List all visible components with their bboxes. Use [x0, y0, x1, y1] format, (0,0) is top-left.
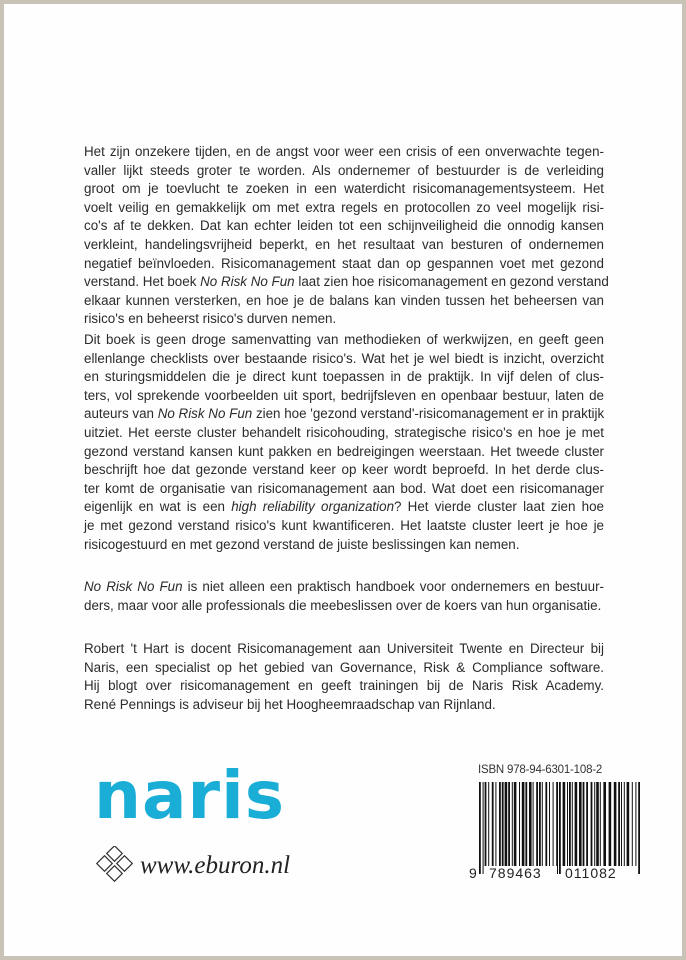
text-segment: valler lijkt steeds groter te worden. Als ondernemer of bestuurder is de verleiding — [84, 162, 604, 178]
paragraph-contents — [84, 331, 604, 554]
italic-title-text: No Risk No Fun — [157, 406, 253, 422]
barcode-bar — [556, 782, 558, 874]
barcode-bar — [508, 782, 510, 866]
barcode-bar — [609, 782, 612, 866]
barcode-bar — [624, 782, 625, 866]
barcode-bar — [614, 782, 617, 866]
text-segment: negatief beïnvloeden. Risicomanagement staat dan op gespannen voet met gezond — [84, 255, 604, 271]
barcode-bar — [502, 782, 504, 866]
barcode-bar — [553, 782, 554, 866]
text-line — [84, 659, 604, 678]
text-segment: beschrijft hoe dat gezonde verstand keer op keer wordt beproefd. In het derde clus- — [84, 462, 604, 478]
paragraph-authors — [84, 640, 604, 714]
text-line — [84, 310, 604, 329]
publisher-url[interactable]: www.eburon.nl — [140, 852, 291, 879]
text-segment: René Pennings is adviseur bij het Hoogheemraadschap van Rijnland. — [84, 696, 496, 712]
text-segment: risicogestuurd en met gezond verstand de juiste beslissingen kan nemen. — [84, 536, 520, 552]
text-line — [84, 199, 604, 218]
paragraph-intro — [84, 143, 609, 329]
text-segment: ters, vol sprekende voorbeelden uit sport, bedrijfsleven en openbaar bestuur, laten de — [84, 387, 604, 403]
text-line — [84, 640, 604, 659]
barcode-bar — [488, 782, 489, 866]
italic-title-text: No Risk No Fun — [200, 274, 295, 290]
text-segment: co's af te dekken. Dat kan echter leiden tot een schijnveiligheid die onnodig kansen — [84, 218, 604, 234]
text-line — [84, 498, 604, 517]
text-segment: is niet alleen een praktisch handboek voor ondernemers en bestuur- — [182, 579, 604, 594]
text-segment: Hij blogt over risicomanagement en geeft trainingen bij de Naris Risk Academy. — [84, 678, 604, 694]
barcode-bar — [569, 782, 571, 866]
barcode-bar — [594, 782, 595, 866]
barcode-bar — [563, 782, 566, 866]
text-line — [84, 217, 604, 236]
text-line — [84, 331, 604, 350]
eburon-diamond-logo-icon — [96, 846, 136, 886]
text-segment: ders, maar voor alle professionals die meebeslissen over de koers van hun organisatie. — [84, 597, 602, 613]
barcode-bar — [618, 782, 620, 866]
barcode-bar — [627, 782, 630, 866]
barcode-bar — [635, 782, 636, 866]
barcode-bar — [583, 782, 585, 866]
barcode-bar — [512, 782, 513, 866]
text-line — [84, 443, 604, 462]
italic-title-text: No Risk No Fun — [84, 579, 183, 594]
barcode-bar — [591, 782, 593, 866]
text-line — [84, 162, 604, 181]
publisher-logo — [96, 846, 290, 886]
text-line — [84, 424, 604, 443]
text-line — [84, 273, 609, 292]
barcode-bar — [529, 782, 532, 866]
barcode-bar — [483, 782, 484, 874]
text-segment: Dit boek is geen droge samenvatting van methodieken of werkwijzen, en geeft geen — [84, 332, 604, 347]
text-segment: ellenlange checklists over bestaande risico's. Wat het je wel biedt is inzicht, overzicht — [84, 350, 604, 366]
text-segment: en sturingsmiddelen die je direct kunt toepassen in de praktijk. In vijf delen of clus- — [84, 369, 604, 385]
italic-title-text: high reliability organization — [231, 499, 395, 515]
barcode-bar — [638, 782, 640, 874]
text-line — [84, 236, 604, 255]
text-line — [84, 677, 604, 696]
isbn-barcode — [467, 782, 642, 880]
text-line — [84, 368, 604, 387]
barcode-bar — [505, 782, 508, 866]
text-line — [84, 461, 604, 480]
text-line — [84, 517, 604, 536]
barcode-bar — [596, 782, 599, 866]
barcode-digits-right: 011082 — [565, 865, 617, 880]
text-line — [84, 696, 604, 715]
barcode-digit-first: 9 — [469, 865, 477, 880]
naris-logo: naris — [94, 757, 285, 834]
text-segment: Het zijn onzekere tijden, en de angst voor weer een crisis of een onverwachte tegen- — [84, 144, 604, 159]
barcode-bar — [621, 782, 622, 866]
text-line — [84, 597, 604, 616]
barcode-bar — [519, 782, 520, 866]
barcode-bar — [522, 782, 525, 866]
text-segment: voelt veilig en gemakkelijk om met extra regels en protocollen zo veel mogelijk risi- — [84, 199, 604, 215]
barcode-bar — [514, 782, 517, 866]
barcode-bar — [479, 782, 481, 874]
text-segment: gezond verstand kansen kunt pakken en bedreigingen weerstaan. Het tweede cluster — [84, 443, 604, 459]
isbn-label: ISBN 978-94-6301-108-2 — [478, 764, 603, 776]
text-segment: auteurs van — [84, 406, 158, 422]
text-line — [84, 143, 604, 162]
text-line — [84, 255, 604, 274]
text-segment: ter komt de organisatie van risicomanagement aan bod. Wat doet een risicomanager — [84, 480, 604, 496]
text-line — [84, 350, 604, 369]
paragraph-audience — [84, 578, 604, 615]
text-segment: zien hoe 'gezond verstand'-risicomanagement er in praktijk — [252, 406, 605, 422]
barcode-bar — [575, 782, 578, 866]
barcode-bar — [525, 782, 527, 866]
barcode-bar — [536, 782, 538, 866]
text-segment: risico's en beheerst risico's durven nemen. — [84, 311, 337, 327]
barcode-bar — [542, 782, 543, 866]
barcode-bar — [559, 782, 561, 874]
text-segment: eigenlijk en wat is een — [84, 499, 232, 515]
barcode-digits-left: 789463 — [489, 865, 542, 880]
back-cover — [4, 4, 682, 956]
text-line — [84, 292, 604, 311]
barcode-bar — [567, 782, 568, 866]
barcode-bar — [600, 782, 601, 866]
barcode-bar — [495, 782, 496, 866]
text-line — [84, 536, 604, 555]
text-line — [84, 578, 604, 597]
text-segment: je met gezond verstand risico's kunt kwantificeren. Het laatste cluster leert je hoe je — [84, 517, 604, 533]
text-segment: verstand. Het boek — [84, 274, 201, 290]
barcode-bar — [539, 782, 541, 866]
barcode-bar — [533, 782, 534, 866]
barcode-bar — [603, 782, 606, 866]
text-segment: ? Het vierde cluster laat zien hoe — [394, 499, 605, 515]
barcode-bar — [586, 782, 588, 866]
text-segment: uitziet. Het eerste cluster behandelt risicohouding, strategische risico's en hoe je met — [84, 424, 604, 440]
text-line — [84, 480, 604, 499]
barcode-bar — [492, 782, 494, 866]
text-segment: laat zien hoe risicomanagement en gezond verstand — [294, 274, 609, 290]
text-line — [84, 180, 604, 199]
text-segment: elkaar kunnen versterken, en hoe je de balans kan vinden tussen het beheersen van — [84, 292, 604, 308]
text-segment: verkleint, handelingsvrijheid beperkt, en het resultaat van besturen of ondernemen — [84, 236, 604, 252]
text-segment: Robert 't Hart is docent Risicomanagement aan Universiteit Twente en Directeur bij — [84, 641, 604, 656]
barcode-bar — [632, 782, 633, 866]
barcode-bar — [572, 782, 573, 866]
text-segment: groot om je toevlucht te zoeken in een waterdicht risicomanagementsysteem. Het — [84, 181, 604, 197]
barcode-bar — [485, 782, 487, 866]
text-segment: Naris, een specialist op het gebied van Governance, Risk & Compliance software. — [84, 659, 604, 675]
text-line — [84, 387, 604, 406]
barcode-bar — [579, 782, 582, 866]
barcode-bar — [499, 782, 501, 866]
barcode-bar — [545, 782, 547, 866]
barcode-bar — [549, 782, 550, 866]
text-line — [84, 405, 604, 424]
